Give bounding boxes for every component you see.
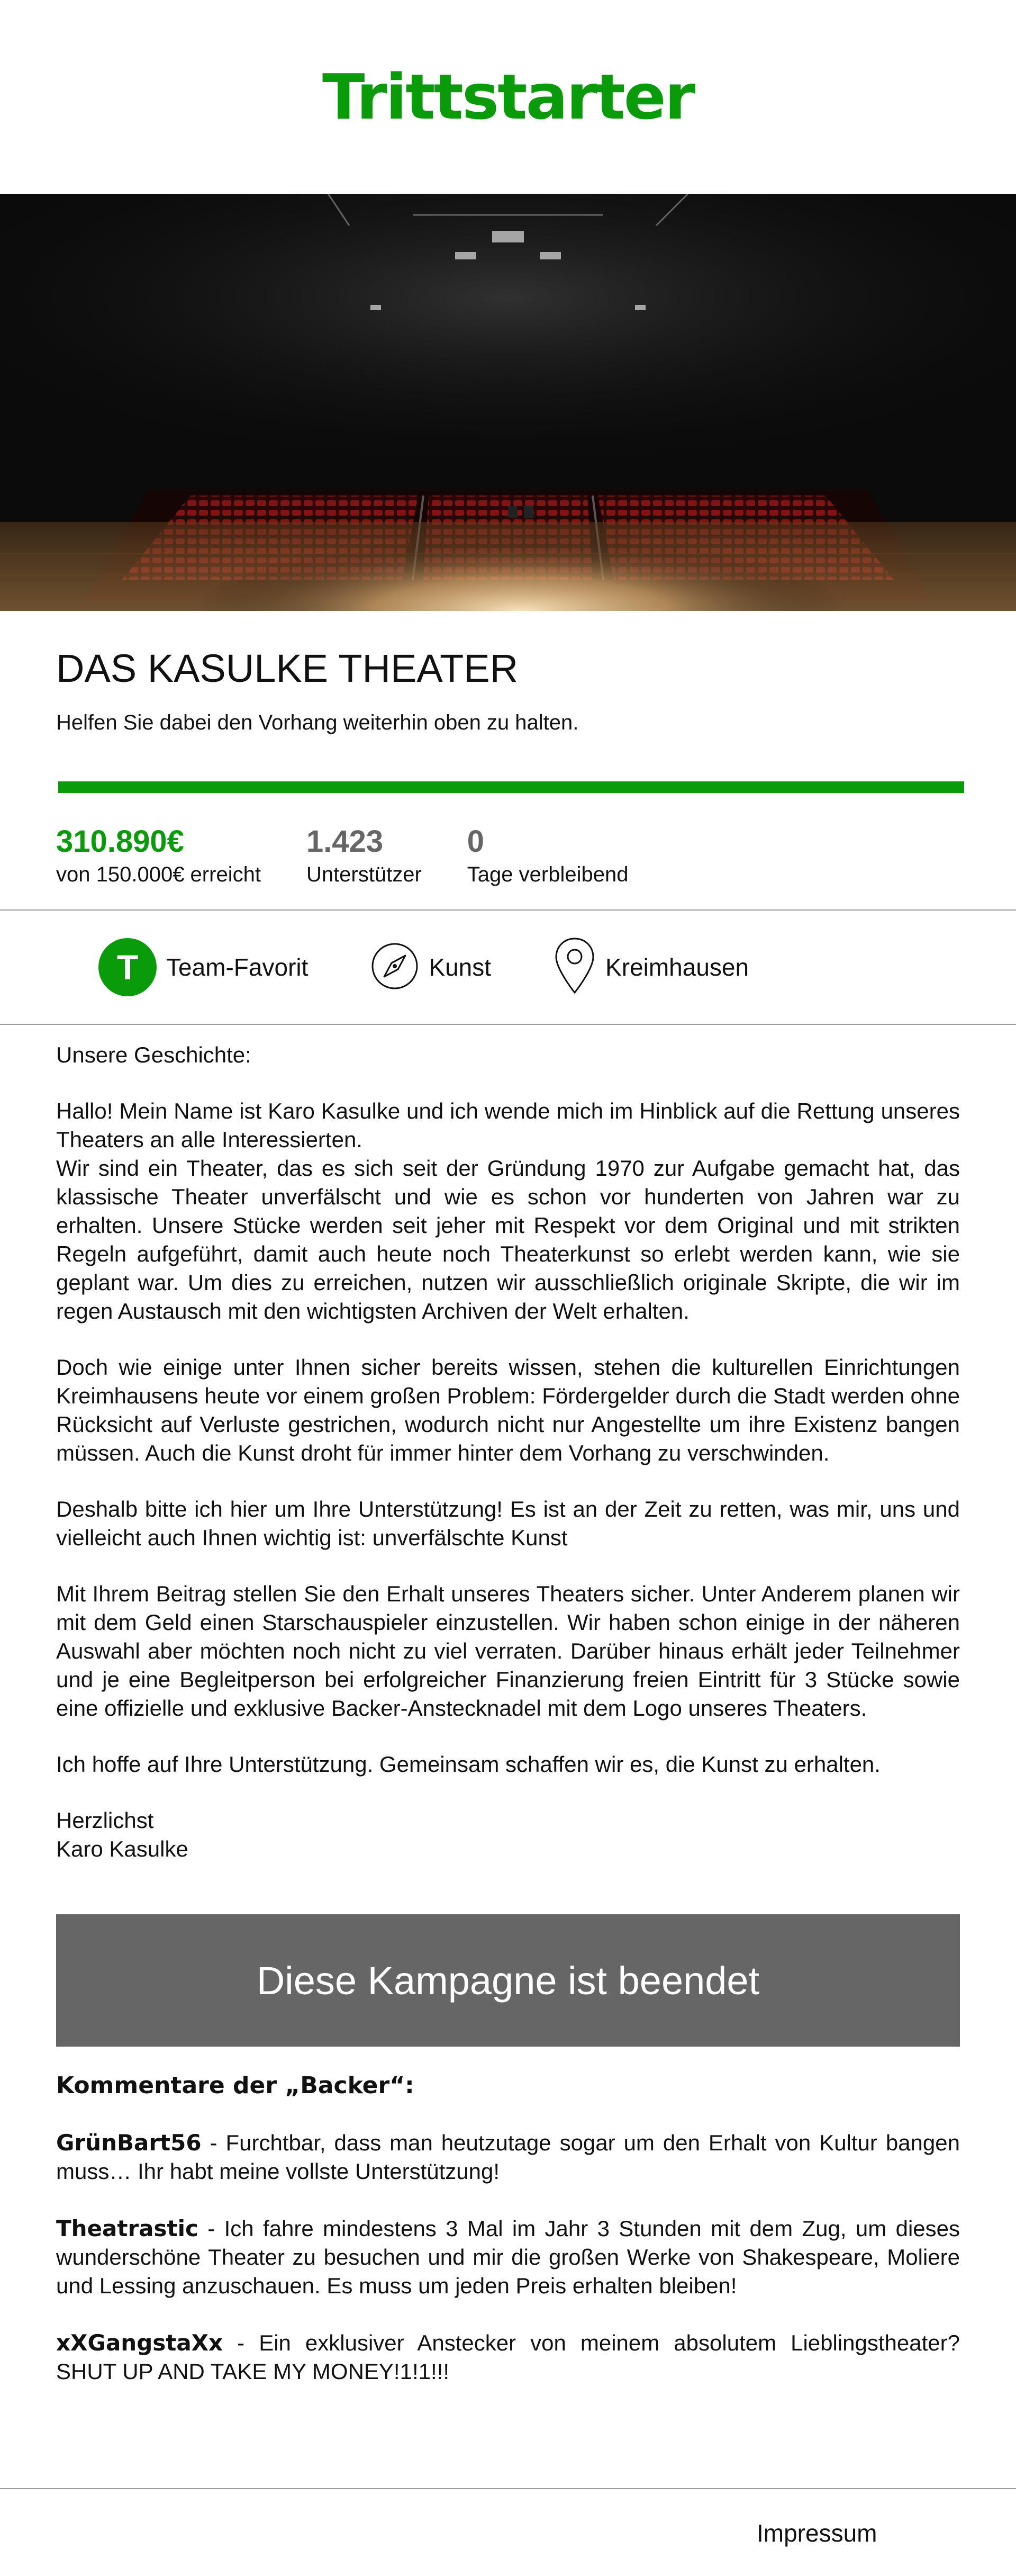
comment-author: GrünBart56 (56, 2130, 202, 2156)
story-signature: Karo Kasulke (56, 1836, 188, 1861)
raised-amount: 310.890€ (56, 824, 184, 859)
map-pin-icon (554, 936, 596, 998)
site-footer (0, 2488, 1016, 2547)
story-paragraph-2: Doch wie einige unter Ihnen sicher bereits wissen, stehen die kulturellen Einrichtungen Kreimhausens heute vor einem großen Problem: Fördergelder durch die Stadt werden ohne Rücksicht auf Verluste gestrichen, wodurch nicht nur Angestellte um ihre Existenz bangen müssen. Auch die Kunst droht für immer hinter dem Vorhang zu verschwinden. (56, 1355, 960, 1465)
backers-count: 1.423 (306, 824, 384, 859)
site-logo[interactable]: Trittstarter (322, 60, 694, 133)
raised-goal-label: von 150.000€ erreicht (56, 862, 261, 886)
campaign-tags (0, 911, 1016, 1024)
site-header (0, 0, 1016, 194)
campaign-stats (56, 825, 960, 909)
funding-progress-bar (58, 781, 964, 793)
comment-text: - Ein exklusiver Anstecker von meinem absolutem Lieblingstheater? SHUT UP AND TAKE MY MONEY!1!1!!! (56, 2330, 960, 2384)
story-paragraph-3: Deshalb bitte ich hier um Ihre Unterstützung! Es ist an der Zeit zu retten, was mir, uns und vielleicht auch Ihnen wichtig ist: unverfälschte Kunst (56, 1497, 960, 1550)
campaign-info (0, 611, 1016, 909)
story-paragraph-1: Hallo! Mein Name ist Karo Kasulke und ich wende mich im Hinblick auf die Rettung unseres Theaters an alle Interessierten. Wir sind ein Theater, das es sich seit der Gründung 1970 zur Aufgabe gemacht hat, das klassische Theater unverfälscht und wie es schon vor hunderten von Jahren war zu erhalten. Unsere Stücke werden seit jeher mit Respekt vor dem Original und mit strikten Regeln aufgeführt, damit auch heute noch Theaterkunst so erlebt werden kann, wie sie geplant war. Um dies zu erreichen, nutzen wir ausschließlich originale Skripte, die wir im regen Austausch mit den wichtigsten Archiven der Welt erhalten. (56, 1098, 960, 1323)
campaign-title: DAS KASULKE THEATER (56, 646, 519, 690)
funding-progress-fill (58, 781, 964, 793)
story-closing: Herzlichst (56, 1808, 154, 1833)
team-favorite-label: Team-Favorit (166, 953, 309, 981)
campaign-story (0, 1025, 1016, 1863)
campaign-subtitle: Helfen Sie dabei den Vorhang weiterhin oben zu halten. (56, 711, 579, 734)
location-label: Kreimhausen (605, 953, 749, 981)
comment-text: - Ich fahre mindestens 3 Mal im Jahr 3 Stunden mit dem Zug, um dieses wunderschöne Theater zu besuchen und mir die großen Werke von Shakespeare, Moliere und Lessing anzuschauen. Es muss um jeden Preis erhalten bleiben! (56, 2216, 960, 2298)
story-heading: Unsere Geschichte: (56, 1042, 251, 1067)
comment-author: Theatrastic (56, 2215, 198, 2241)
days-remaining-count: 0 (467, 824, 485, 859)
comment-author: xXGangstaXx (56, 2330, 223, 2356)
comment-item (56, 2129, 960, 2186)
comment-item (56, 2329, 960, 2386)
category-label: Kunst (429, 953, 492, 981)
comment-text: - Furchtbar, dass man heutzutage sogar um den Erhalt von Kultur bangen muss… Ihr habt meine vollste Unterstützung! (56, 2130, 960, 2184)
tag-location[interactable] (554, 936, 749, 998)
story-paragraph-5: Ich hoffe auf Ihre Unterstützung. Gemeinsam schaffen wir es, die Kunst zu erhalten. (56, 1752, 881, 1777)
stat-backers (306, 825, 422, 909)
campaign-ended-banner: Diese Kampagne ist beendet (56, 1914, 960, 2047)
impressum-link[interactable]: Impressum (757, 2519, 877, 2547)
compass-icon (370, 942, 419, 993)
stat-raised (56, 825, 261, 909)
theater-illustration (0, 194, 1016, 611)
days-remaining-label: Tage verbleibend (467, 862, 629, 886)
tag-category[interactable] (370, 942, 491, 993)
story-paragraph-4: Mit Ihrem Beitrag stellen Sie den Erhalt unseres Theaters sicher. Unter Anderem planen wir mit dem Geld einen Starschauspieler einzustellen. Wir haben schon einige in der näheren Auswahl aber möchten noch nicht zu viel verraten. Darüber hinaus erhält jeder Teilnehmer und je eine Begleitperson bei erfolgreicher Finanzierung freien Eintritt für 3 Stücke sowie eine offizielle und exklusive Backer-Anstecknadel mit dem Logo unseres Theaters. (56, 1581, 960, 1721)
hero-image (0, 194, 1016, 611)
comments-title: Kommentare der „Backer“: (56, 2072, 414, 2099)
backers-label: Unterstützer (306, 862, 422, 886)
tag-team-favorite[interactable] (98, 938, 308, 996)
comment-item (56, 2214, 960, 2300)
backer-comments (0, 2047, 1016, 2386)
team-favorite-icon: T (98, 938, 157, 996)
stat-days (467, 825, 629, 909)
